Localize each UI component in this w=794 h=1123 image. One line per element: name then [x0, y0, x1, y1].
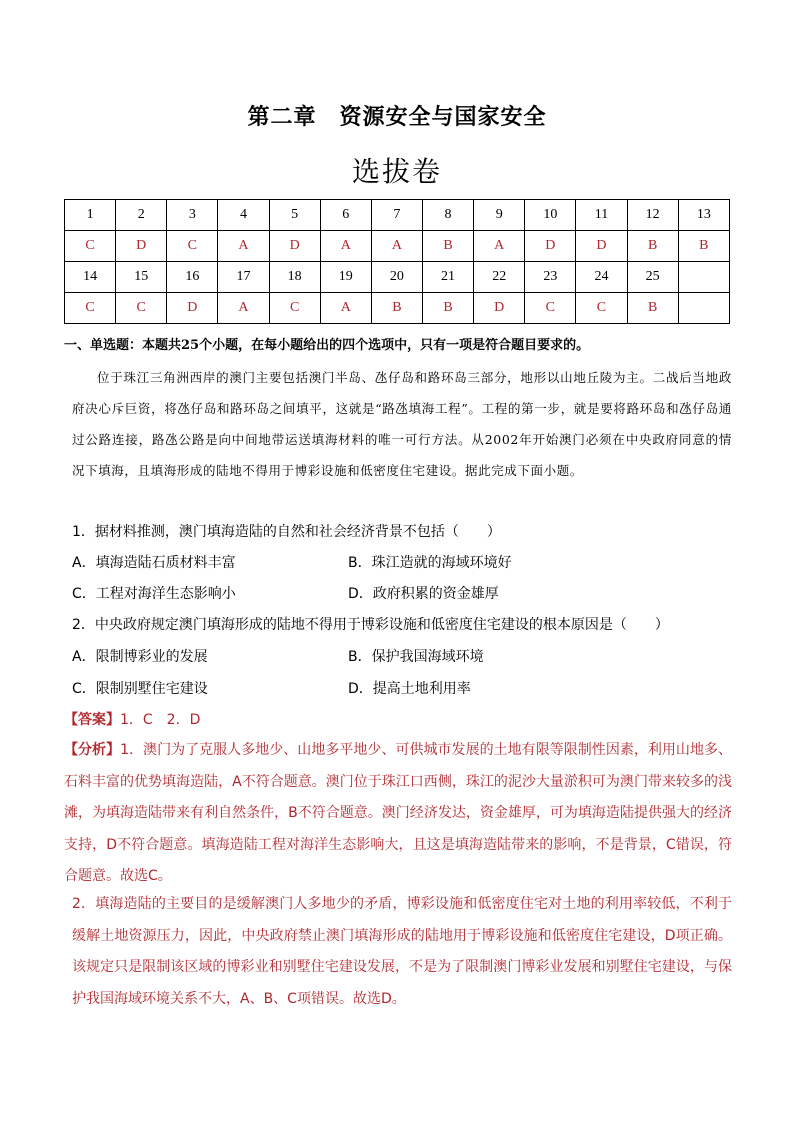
table-cell-answer: B: [627, 293, 678, 324]
question-2-option-a: A．限制博彩业的发展: [72, 649, 208, 665]
table-cell-answer: D: [269, 231, 320, 262]
table-cell-number: 25: [627, 262, 678, 293]
table-cell-number: 19: [320, 262, 371, 293]
table-cell-answer: C: [269, 293, 320, 324]
table-cell-answer: C: [167, 231, 218, 262]
answer-table-row-numbers-1: [65, 200, 730, 231]
question-2-stem: 2．中央政府规定澳门填海形成的陆地不得用于博彩设施和低密度住宅建设的根本原因是（ ）: [72, 617, 669, 633]
table-cell-number: 13: [678, 200, 729, 231]
analysis-block-2: 2．填海造陆的主要目的是缓解澳门人多地少的矛盾，博彩设施和低密度住宅对土地的利用率较低，不利于缓解土地资源压力，因此，中央政府禁止澳门填海形成的陆地用于博彩设施和低密度住宅建设，D项正确。该规定只是限制该区域的博彩业和别墅住宅建设发展，不是为了限制澳门博彩业发展和别墅住宅建设，与保护我国海域环境关系不大，A、B、C项错误。故选D。: [72, 896, 732, 1007]
table-cell-number: 3: [167, 200, 218, 231]
analysis-block-1: [64, 735, 732, 893]
table-cell-answer: D: [576, 231, 627, 262]
question-2-option-b: B．保护我国海域环境: [348, 649, 484, 665]
table-cell-answer: A: [218, 293, 269, 324]
question-2-option-d: D．提高土地利用率: [348, 681, 471, 697]
answer-line: [64, 709, 200, 729]
table-cell-number: 12: [627, 200, 678, 231]
table-cell-number: 17: [218, 262, 269, 293]
table-cell-answer: A: [474, 231, 525, 262]
table-cell-answer: C: [65, 231, 116, 262]
reading-passage: 位于珠江三角洲西岸的澳门主要包括澳门半岛、氹仔岛和路环岛三部分，地形以山地丘陵为主。二战后当地政府决心斥巨资，将氹仔岛和路环岛之间填平，这就是“路氹填海工程”。工程的第一步，就是要将路环岛和氹仔岛通过公路连接，路氹公路是向中间地带运送填海材料的唯一可行方法。从2002年开始澳门必须在中央政府同意的情况下填海，且填海形成的陆地不得用于博彩设施和低密度住宅建设。据此完成下面小题。: [72, 370, 732, 478]
table-cell-empty: [678, 262, 729, 293]
table-cell-answer: A: [320, 293, 371, 324]
answer-table-row-numbers-2: [65, 262, 730, 293]
table-cell-number: 24: [576, 262, 627, 293]
exam-subtitle: 选拔卷: [351, 155, 442, 188]
table-cell-number: 1: [65, 200, 116, 231]
question-1-option-a: A．填海造陆石质材料丰富: [72, 555, 236, 571]
table-cell-number: 4: [218, 200, 269, 231]
table-cell-number: 10: [525, 200, 576, 231]
question-1-option-b: B．珠江造就的海域环境好: [348, 555, 512, 571]
table-cell-number: 15: [116, 262, 167, 293]
table-cell-answer: C: [65, 293, 116, 324]
table-cell-number: 8: [422, 200, 473, 231]
table-cell-empty: [678, 293, 729, 324]
table-cell-number: 20: [371, 262, 422, 293]
table-cell-number: 11: [576, 200, 627, 231]
table-cell-answer: D: [116, 231, 167, 262]
answer-table: [64, 199, 730, 324]
table-cell-answer: B: [371, 293, 422, 324]
answer-table-row-answers-2: [65, 293, 730, 324]
table-cell-answer: B: [422, 231, 473, 262]
table-cell-answer: D: [474, 293, 525, 324]
table-cell-number: 7: [371, 200, 422, 231]
analysis-label: 【分析】: [64, 742, 121, 758]
table-cell-answer: C: [116, 293, 167, 324]
table-cell-number: 6: [320, 200, 371, 231]
table-cell-answer: C: [525, 293, 576, 324]
table-cell-answer: A: [218, 231, 269, 262]
table-cell-answer: A: [371, 231, 422, 262]
table-cell-number: 5: [269, 200, 320, 231]
table-cell-answer: B: [627, 231, 678, 262]
table-cell-number: 9: [474, 200, 525, 231]
table-cell-answer: D: [167, 293, 218, 324]
table-cell-number: 23: [525, 262, 576, 293]
table-cell-number: 16: [167, 262, 218, 293]
question-1-option-c: C．工程对海洋生态影响小: [72, 586, 236, 602]
answer-text: 1．C 2．D: [120, 712, 201, 728]
table-cell-number: 21: [422, 262, 473, 293]
table-cell-answer: B: [678, 231, 729, 262]
question-1-stem: 1．据材料推测，澳门填海造陆的自然和社会经济背景不包括（ ）: [72, 524, 501, 540]
table-cell-answer: B: [422, 293, 473, 324]
question-1-option-d: D．政府积累的资金雄厚: [348, 586, 499, 602]
table-cell-number: 18: [269, 262, 320, 293]
table-cell-number: 22: [474, 262, 525, 293]
chapter-title: 第二章 资源安全与国家安全: [247, 104, 547, 130]
answer-label: 【答案】: [64, 712, 120, 728]
table-cell-answer: A: [320, 231, 371, 262]
table-cell-number: 2: [116, 200, 167, 231]
question-2-option-c: C．限制别墅住宅建设: [72, 681, 208, 697]
answer-table-row-answers-1: [65, 231, 730, 262]
table-cell-number: 14: [65, 262, 116, 293]
section-heading: 一、单选题：本题共25个小题，在每小题给出的四个选项中，只有一项是符合题目要求的。: [64, 338, 590, 353]
analysis-text-1: 1．澳门为了克服人多地少、山地多平地少、可供城市发展的土地有限等限制性因素，利用山地多、石料丰富的优势填海造陆，A不符合题意。澳门位于珠江口西侧，珠江的泥沙大量淤积可为澳门带来较多的浅滩，为填海造陆带来有利自然条件，B不符合题意。澳门经济发达，资金雄厚，可为填海造陆提供强大的经济支持，D不符合题意。填海造陆工程对海洋生态影响大，且这是填海造陆带来的影响，不是背景，C错误，符合题意。故选C。: [64, 742, 732, 884]
table-cell-answer: D: [525, 231, 576, 262]
table-cell-answer: C: [576, 293, 627, 324]
